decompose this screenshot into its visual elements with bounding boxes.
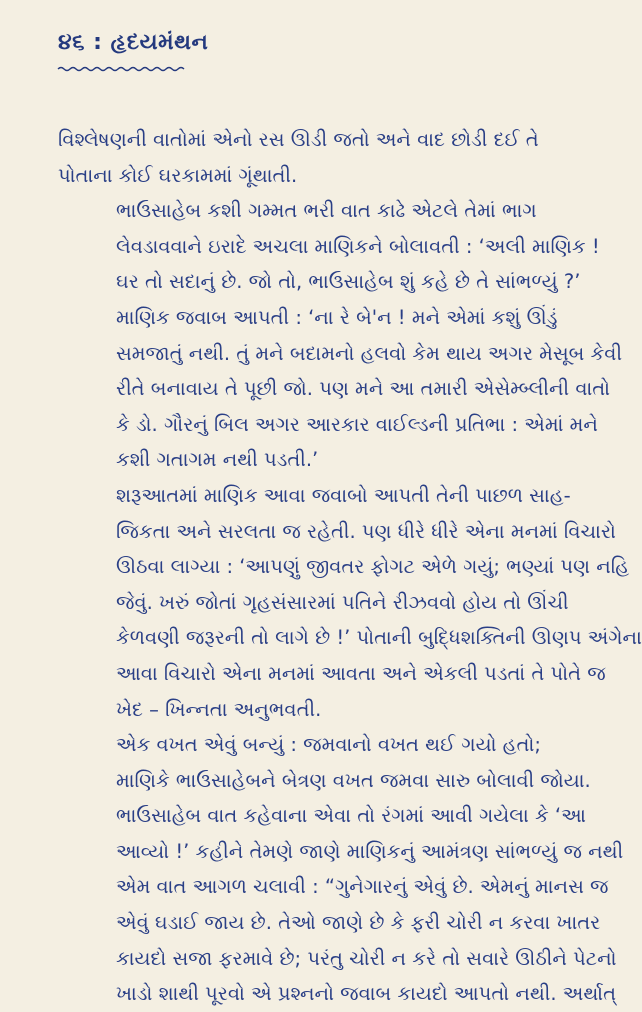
text-line: રીતે બનાવાય તે પૂછી જો. પણ મને આ તમારી એસેમ્બ્લીની વાતો <box>116 377 611 401</box>
text-line: ઊઠવા લાગ્યા : ‘આપણું જીવતર ફોગટ એળે ગયું; ભણ્યાં પણ નહિ <box>116 555 630 579</box>
text-line: વિશ્લેષણની વાતોમાં એનો રસ ઊડી જતો અને વાદ છોડી દઈ તે <box>58 128 539 151</box>
text-line: લેવડાવવાને ઇરાદે અચલા માણિકને બોલાવતી : ‘અલી માણિક ! <box>116 234 600 258</box>
text-line: જિકતા અને સરલતા જ રહેતી. પણ ધીરે ધીરે એના મનમાં વિચારો <box>116 519 616 543</box>
text-line: કેળવણી જરૂરની તો લાગે છે !’ પોતાની બુદ્ધિશક્તિની ઊણપ અંગેના <box>116 626 642 650</box>
page-number: ૪૬ <box>58 30 85 55</box>
header-separator: : <box>93 30 103 55</box>
chapter-title: હૃદયમંથન <box>110 30 209 55</box>
text-line: ભાઉસાહેબ વાત કહેવાના એવા તો રંગમાં આવી ગયેલા કે ‘આ <box>116 804 586 828</box>
body-text <box>58 122 642 1012</box>
text-line: કાયદો સજા ફરમાવે છે; પરંતુ ચોરી ન કરે તો સવારે ઊઠીને પેટનો <box>116 946 617 970</box>
text-line: એમ વાત આગળ ચલાવી : “ગુનેગારનું એવું છે. એમનું માનસ જ <box>116 875 609 899</box>
text-line: ખેદ – ખિન્નતા અનુભવતી. <box>116 697 322 721</box>
paragraph <box>58 727 624 1012</box>
text-line: એવું ઘડાઈ જાય છે. તેઓ જાણે છે કે ફરી ચોરી ન કરવા ખાતર <box>116 911 601 935</box>
text-line: આવ્યો !’ કહીને તેમણે જાણે માણિકનું આમંત્રણ સાંભળ્યું જ નથી <box>116 839 624 863</box>
text-line: કશી ગતાગમ નથી પડતી.’ <box>116 448 319 472</box>
text-line: ખાડો શાથી પૂરવો એ પ્રશ્નનો જવાબ કાયદો આપતો નથી. અર્થાત્ <box>116 982 617 1006</box>
text-line: ભાઉસાહેબ કશી ગમ્મત ભરી વાત કાઢે એટલે તેમાં ભાગ <box>116 199 537 223</box>
running-head <box>58 30 572 55</box>
paragraph <box>58 300 623 478</box>
text-line: એક વખત એવું બન્યું : જમવાનો વખત થઈ ગયો હતો; <box>116 733 541 757</box>
page-header <box>58 30 572 88</box>
text-line: કે ડો. ગૌરનું બિલ અગર આરકાર વાઈલ્ડની પ્રતિભા : એમાં મને <box>116 412 598 436</box>
text-line: માણિકે ભાઉસાહેબને બેત્રણ વખત જમવા સારુ બોલાવી જોયા. <box>116 768 591 792</box>
text-line: શરૂઆતમાં માણિક આવા જવાબો આપતી તેની પાછળ સાહ- <box>116 483 571 507</box>
text-line: પોતાના કોઈ ઘરકામમાં ગૂંથાતી. <box>58 163 298 187</box>
text-line: જેવું. ખરું જોતાં ગૃહસંસારમાં પતિને રીઝવવો હોય તો ઊંચી <box>116 590 569 614</box>
paragraph <box>58 478 642 727</box>
text-line: આવા વિચારો એના મનમાં આવતા અને એકલી પડતાં તે પોતે જ <box>116 661 606 685</box>
wavy-rule-ornament <box>58 66 184 72</box>
text-line: ઘર તો સદાનું છે. જો તો, ભાઉસાહેબ શું કહે છે તે સાંભળ્યું ?’ <box>116 270 581 294</box>
paragraph <box>58 193 600 300</box>
paragraph <box>58 122 572 193</box>
text-line: સમજાતું નથી. તું મને બદામનો હલવો કેમ થાય અગર મેસૂબ કેવી <box>116 341 623 365</box>
text-line: માણિક જવાબ આપતી : ‘ના રે બે'ન ! મને એમાં કશું ઊંડું <box>116 305 558 329</box>
